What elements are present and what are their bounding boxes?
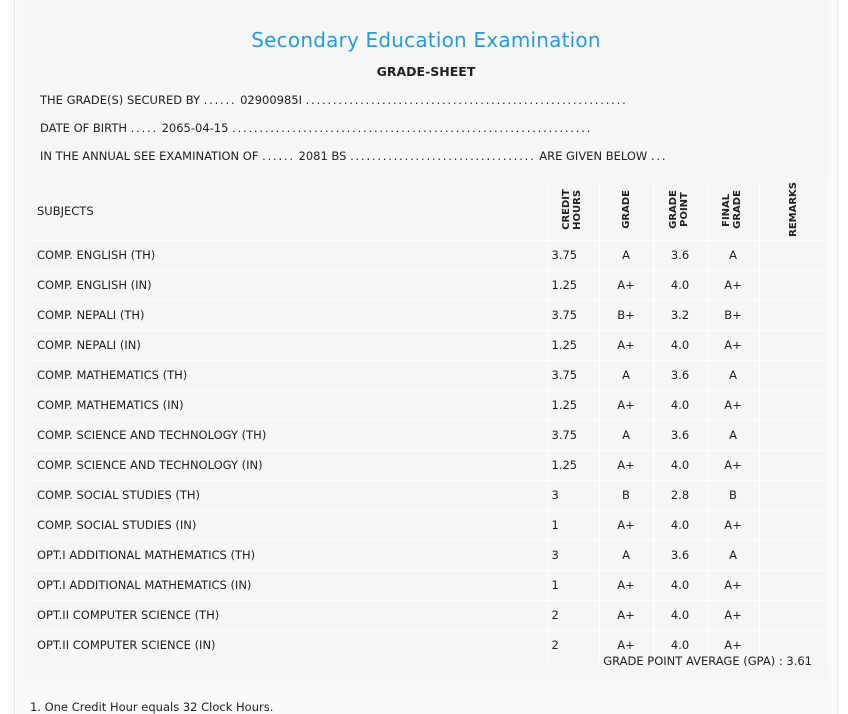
secured-value: 02900985I — [240, 93, 302, 107]
grade-point-cell: 4.0 — [653, 570, 707, 600]
grade-point-cell: 4.0 — [653, 390, 707, 420]
subject-cell: COMP. SOCIAL STUDIES (IN) — [31, 510, 547, 540]
remarks-cell — [759, 420, 827, 450]
header-credit-hours: CREDIT HOURS — [547, 182, 599, 240]
grade-point-cell: 4.0 — [653, 450, 707, 480]
grade-point-cell: 4.0 — [653, 270, 707, 300]
final-grade-cell: A+ — [707, 450, 759, 480]
subject-cell: COMP. MATHEMATICS (IN) — [31, 390, 547, 420]
remarks-cell — [759, 360, 827, 390]
grade-cell: A+ — [599, 570, 653, 600]
header-grade: GRADE — [599, 182, 653, 240]
subject-cell: OPT.II COMPUTER SCIENCE (TH) — [31, 600, 547, 630]
final-grade-cell: A+ — [707, 630, 759, 660]
table-row — [31, 510, 827, 540]
final-grade-cell: A+ — [707, 270, 759, 300]
exam-suffix: ARE GIVEN BELOW — [539, 149, 648, 163]
credit-hours-cell: 1.25 — [547, 330, 599, 360]
credit-hours-cell: 3.75 — [547, 240, 599, 270]
remarks-cell — [759, 540, 827, 570]
credit-hours-cell: 3.75 — [547, 300, 599, 330]
grade-cell: A+ — [599, 450, 653, 480]
subject-cell: COMP. SCIENCE AND TECHNOLOGY (IN) — [31, 450, 547, 480]
subject-cell: COMP. SCIENCE AND TECHNOLOGY (TH) — [31, 420, 547, 450]
secured-label: THE GRADE(S) SECURED BY — [40, 93, 201, 107]
subject-cell: OPT.I ADDITIONAL MATHEMATICS (IN) — [31, 570, 547, 600]
dob-label: DATE OF BIRTH — [40, 121, 128, 135]
table-row — [31, 450, 827, 480]
credit-hours-cell: 1 — [547, 510, 599, 540]
exam-value: 2081 BS — [298, 149, 347, 163]
credit-hours-cell: 2 — [547, 630, 599, 660]
header-final-grade: FINAL GRADE — [707, 182, 759, 240]
credit-hours-cell: 1.25 — [547, 390, 599, 420]
grade-cell: A+ — [599, 390, 653, 420]
remarks-cell — [759, 570, 827, 600]
credit-hours-cell: 3.75 — [547, 420, 599, 450]
final-grade-cell: A — [707, 240, 759, 270]
remarks-cell — [759, 240, 827, 270]
grade-cell: B — [599, 480, 653, 510]
table-row — [31, 270, 827, 300]
table-row — [31, 330, 827, 360]
dob-value: 2065-04-15 — [161, 121, 229, 135]
sheet-subtitle: GRADE-SHEET — [376, 64, 476, 79]
final-grade-cell: B+ — [707, 300, 759, 330]
final-grade-cell: A+ — [707, 330, 759, 360]
grade-cell: A — [599, 240, 653, 270]
table-row — [31, 480, 827, 510]
header-remarks: REMARKS — [759, 182, 827, 240]
subject-cell: COMP. ENGLISH (TH) — [31, 240, 547, 270]
grade-point-cell: 4.0 — [653, 630, 707, 660]
table-row — [31, 570, 827, 600]
remarks-cell — [759, 450, 827, 480]
final-grade-cell: A+ — [707, 390, 759, 420]
grade-cell: A+ — [599, 510, 653, 540]
grade-point-cell: 2.8 — [653, 480, 707, 510]
credit-hours-cell: 1.25 — [547, 450, 599, 480]
grade-point-cell: 3.6 — [653, 240, 707, 270]
remarks-cell — [759, 510, 827, 540]
grade-cell: A+ — [599, 630, 653, 660]
grade-sheet-panel — [24, 0, 828, 680]
subject-cell: COMP. NEPALI (IN) — [31, 330, 547, 360]
grade-point-cell: 4.0 — [653, 330, 707, 360]
credit-hours-cell: 1.25 — [547, 270, 599, 300]
subject-cell: COMP. SOCIAL STUDIES (TH) — [31, 480, 547, 510]
gpa-summary: GRADE POINT AVERAGE (GPA) : 3.61 — [603, 654, 812, 668]
grade-cell: B+ — [599, 300, 653, 330]
remarks-cell — [759, 390, 827, 420]
table-row — [31, 300, 827, 330]
info-dob-line: DATE OF BIRTH ..... 2065-04-15 .................................................................. — [40, 121, 593, 135]
grade-sheet — [14, 0, 838, 714]
grade-cell: A+ — [599, 600, 653, 630]
final-grade-cell: A+ — [707, 570, 759, 600]
remarks-cell — [759, 270, 827, 300]
subject-cell: COMP. MATHEMATICS (TH) — [31, 360, 547, 390]
credit-hours-cell: 3.75 — [547, 360, 599, 390]
info-secured-line: THE GRADE(S) SECURED BY ...... 02900985I ........................................................... — [40, 93, 628, 107]
grade-point-cell: 4.0 — [653, 510, 707, 540]
header-subjects: SUBJECTS — [31, 182, 547, 240]
final-grade-cell: A — [707, 540, 759, 570]
table-row — [31, 390, 827, 420]
table-row — [31, 240, 827, 270]
grade-cell: A — [599, 360, 653, 390]
grade-point-cell: 3.6 — [653, 540, 707, 570]
subject-cell: COMP. NEPALI (TH) — [31, 300, 547, 330]
final-grade-cell: A+ — [707, 510, 759, 540]
grade-point-cell: 4.0 — [653, 600, 707, 630]
footnote: 1. One Credit Hour equals 32 Clock Hours. — [30, 700, 274, 714]
info-exam-line: IN THE ANNUAL SEE EXAMINATION OF ...... 2081 BS .................................. ARE GIVEN BELOW ... — [40, 149, 668, 163]
grade-cell: A — [599, 420, 653, 450]
credit-hours-cell: 1 — [547, 570, 599, 600]
remarks-cell — [759, 600, 827, 630]
exam-label: IN THE ANNUAL SEE EXAMINATION OF — [40, 149, 259, 163]
grade-point-cell: 3.2 — [653, 300, 707, 330]
final-grade-cell: B — [707, 480, 759, 510]
grade-point-cell: 3.6 — [653, 360, 707, 390]
page-title: Secondary Education Examination — [251, 28, 601, 52]
final-grade-cell: A+ — [707, 600, 759, 630]
subject-cell: OPT.II COMPUTER SCIENCE (IN) — [31, 630, 547, 660]
grades-table — [31, 182, 828, 660]
subject-cell: OPT.I ADDITIONAL MATHEMATICS (TH) — [31, 540, 547, 570]
remarks-cell — [759, 330, 827, 360]
grade-cell: A+ — [599, 270, 653, 300]
grade-point-cell: 3.6 — [653, 420, 707, 450]
table-header-row — [31, 182, 827, 240]
grade-cell: A+ — [599, 330, 653, 360]
credit-hours-cell: 2 — [547, 600, 599, 630]
remarks-cell — [759, 480, 827, 510]
table-row — [31, 540, 827, 570]
table-row — [31, 360, 827, 390]
subject-cell: COMP. ENGLISH (IN) — [31, 270, 547, 300]
credit-hours-cell: 3 — [547, 540, 599, 570]
final-grade-cell: A — [707, 360, 759, 390]
final-grade-cell: A — [707, 420, 759, 450]
remarks-cell — [759, 300, 827, 330]
table-row — [31, 420, 827, 450]
header-grade-point: GRADE POINT — [653, 182, 707, 240]
credit-hours-cell: 3 — [547, 480, 599, 510]
grade-cell: A — [599, 540, 653, 570]
table-row — [31, 600, 827, 630]
